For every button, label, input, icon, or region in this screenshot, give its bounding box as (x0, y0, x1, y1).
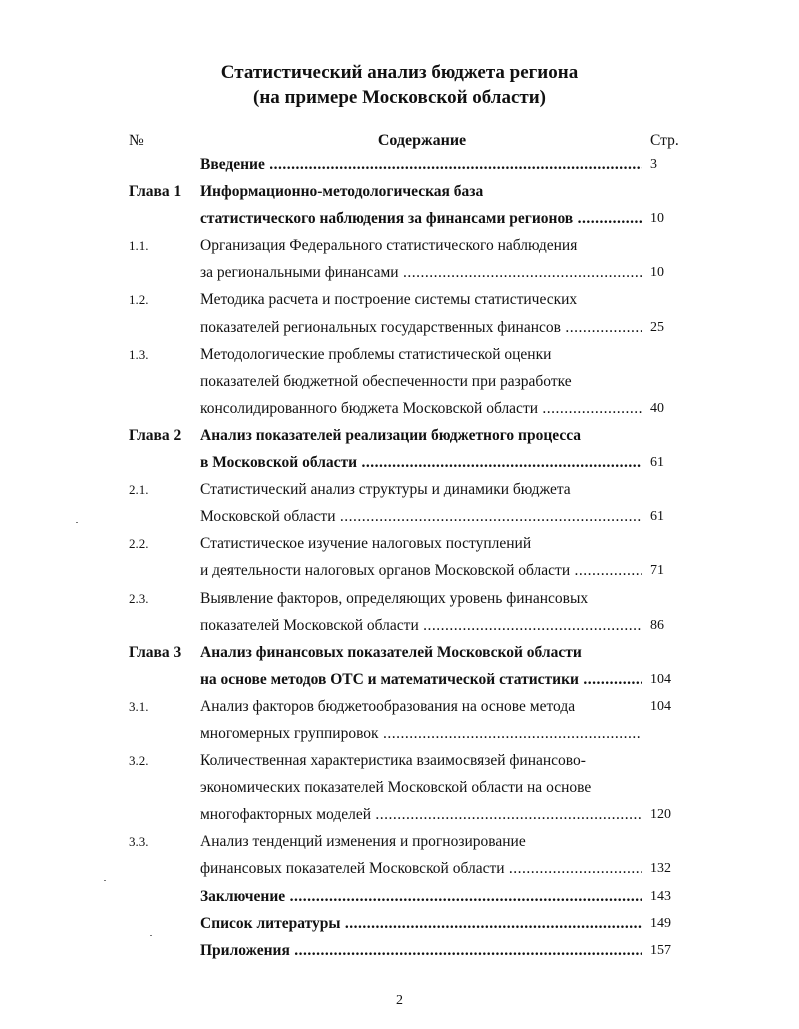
toc-line-text: Анализ показателей реализации бюджетного процесса (200, 426, 582, 444)
toc-line (0, 585, 799, 612)
toc-line-number: 1.3. (129, 346, 149, 362)
toc-line-number: Глава 1 (129, 183, 182, 201)
toc-line-text: Заключение ..... (200, 883, 642, 910)
toc-header-number: № (129, 132, 144, 149)
toc-line-text: Московской области ..... (200, 503, 642, 530)
toc-line-number: Глава 2 (129, 426, 182, 444)
toc-line-page: 61 (650, 455, 664, 471)
toc-line (0, 855, 799, 882)
toc-line-number: 1.1. (129, 238, 149, 254)
toc-line-text: Методологические проблемы статистической оценки (200, 345, 552, 363)
table-of-contents (0, 151, 799, 964)
toc-line (0, 666, 799, 693)
toc-line (0, 828, 799, 855)
toc-line (0, 368, 799, 395)
toc-line (0, 178, 799, 205)
toc-line-page: 149 (650, 915, 671, 931)
toc-line-text: многомерных группировок ..... (200, 720, 642, 747)
toc-line-number: 2.3. (129, 590, 149, 606)
scan-speck (76, 522, 78, 523)
toc-line-page: 104 (650, 671, 671, 687)
toc-line (0, 314, 799, 341)
page-number: 2 (396, 993, 403, 1008)
toc-header-content: Содержание (377, 132, 467, 149)
toc-line-text: финансовых показателей Московской области ..... (200, 855, 642, 882)
toc-line-page: 132 (650, 861, 671, 877)
toc-line-text: многофакторных моделей ..... (200, 801, 642, 828)
scan-speck (104, 880, 106, 881)
toc-line (0, 693, 799, 720)
toc-line-page: 10 (650, 211, 664, 227)
toc-line-text: за региональными финансами ..... (200, 259, 642, 286)
toc-line-text: в Московской области ..... (200, 449, 642, 476)
toc-line (0, 937, 799, 964)
toc-line (0, 205, 799, 232)
toc-line-page: 10 (650, 265, 664, 281)
toc-line (0, 557, 799, 584)
toc-line-text: консолидированного бюджета Московской области ..... (200, 395, 642, 422)
toc-line (0, 801, 799, 828)
toc-line (0, 639, 799, 666)
toc-line-number: 2.2. (129, 536, 149, 552)
document-title-line-1: Статистический анализ бюджета региона (220, 62, 579, 83)
toc-line (0, 883, 799, 910)
toc-line-page: 40 (650, 400, 664, 416)
toc-line-page: 143 (650, 888, 671, 904)
toc-line-page: 3 (650, 157, 657, 172)
toc-line (0, 259, 799, 286)
toc-line-text: Организация Федерального статистического наблюдения (200, 237, 578, 255)
toc-line-text: Анализ финансовых показателей Московской области (200, 643, 582, 661)
toc-line (0, 286, 799, 313)
toc-line-page: 104 (650, 698, 671, 714)
toc-line-text: Анализ факторов бюджетообразования на основе метода (200, 697, 576, 715)
toc-line-number: 3.3. (129, 834, 149, 850)
toc-line-text: показателей региональных государственных финансов ..... (200, 314, 642, 341)
toc-line-number: 3.1. (129, 698, 149, 714)
toc-line-text: на основе методов ОТС и математической статистики ..... (200, 666, 642, 693)
toc-line (0, 720, 799, 747)
toc-line-text: показателей бюджетной обеспеченности при разработке (200, 372, 572, 390)
toc-line-text: Информационно-методологическая база (200, 183, 484, 201)
document-title-line-2: (на примере Московской области) (253, 87, 546, 108)
toc-line (0, 341, 799, 368)
toc-line-page: 86 (650, 617, 664, 633)
toc-line (0, 910, 799, 937)
toc-line-number: 3.2. (129, 753, 149, 769)
toc-line-text: статистического наблюдения за финансами регионов ..... (200, 205, 642, 232)
toc-line (0, 449, 799, 476)
toc-line (0, 612, 799, 639)
toc-line-number: Глава 3 (129, 643, 182, 661)
toc-line-text: показателей Московской области ..... (200, 612, 642, 639)
toc-line (0, 232, 799, 259)
scan-speck (150, 935, 152, 936)
toc-line-page: 120 (650, 807, 671, 823)
toc-line-text: Выявление факторов, определяющих уровень финансовых (200, 589, 589, 607)
toc-line (0, 747, 799, 774)
toc-line-number: 2.1. (129, 482, 149, 498)
toc-line (0, 774, 799, 801)
toc-line (0, 422, 799, 449)
toc-line (0, 530, 799, 557)
toc-line-text: Статистическое изучение налоговых поступлений (200, 535, 532, 553)
toc-line-text: и деятельности налоговых органов Московской области ..... (200, 557, 642, 584)
toc-line-page: 157 (650, 942, 671, 958)
toc-line-text: Количественная характеристика взаимосвязей финансово- (200, 752, 586, 770)
toc-line-text: Методика расчета и построение системы статистических (200, 291, 578, 309)
toc-line-text: Анализ тенденций изменения и прогнозирование (200, 833, 526, 851)
toc-line-text: экономических показателей Московской области на основе (200, 779, 592, 797)
toc-line-text: Приложения ..... (200, 937, 642, 964)
toc-line (0, 503, 799, 530)
toc-line (0, 476, 799, 503)
toc-line (0, 151, 799, 178)
toc-line-page: 71 (650, 563, 664, 579)
toc-line-page: 25 (650, 319, 664, 335)
toc-line (0, 395, 799, 422)
toc-line-page: 61 (650, 509, 664, 525)
toc-line-number: 1.2. (129, 292, 149, 308)
toc-line-text: Статистический анализ структуры и динамики бюджета (200, 481, 571, 499)
toc-line-text: Введение ..... (200, 151, 642, 178)
toc-line-text: Список литературы ..... (200, 910, 642, 937)
toc-header-page: Стр. (650, 132, 679, 149)
